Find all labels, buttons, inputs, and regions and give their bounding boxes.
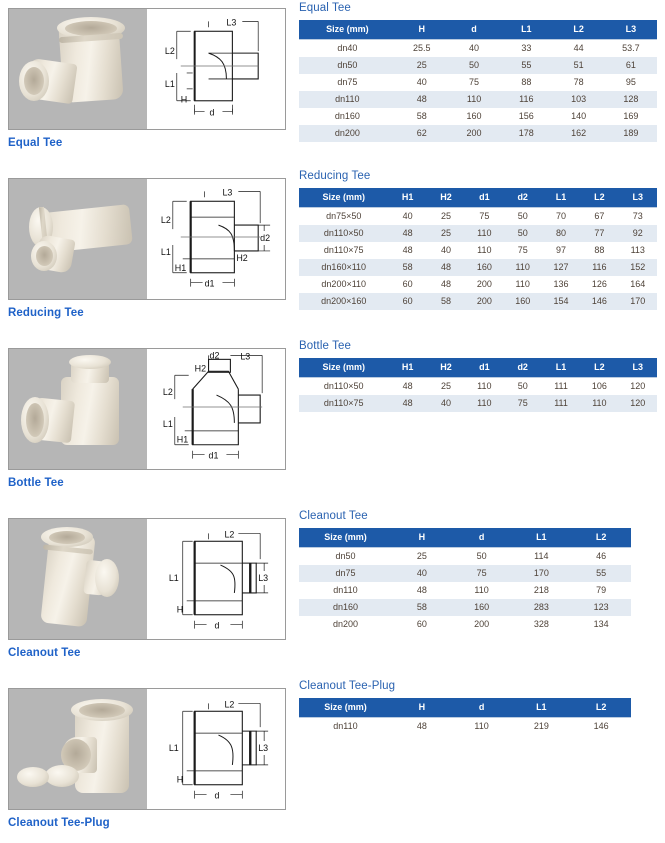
svg-text:L2: L2 xyxy=(224,699,235,710)
table-cell: dn110×50 xyxy=(299,225,389,242)
table-cell: 25 xyxy=(427,378,465,396)
table-row xyxy=(299,108,657,125)
product-panel-reducing-tee xyxy=(8,178,286,319)
table-cell: 48 xyxy=(389,242,427,259)
column-header: L2 xyxy=(580,188,618,208)
table-header-row xyxy=(299,698,631,718)
column-header: Size (mm) xyxy=(299,20,396,40)
table-cell: 70 xyxy=(542,208,580,226)
section-title: Equal Tee xyxy=(299,2,351,14)
table-cell: 80 xyxy=(542,225,580,242)
equal-tee-photo xyxy=(9,9,147,129)
table-cell: dn110 xyxy=(299,91,396,108)
svg-text:H1: H1 xyxy=(174,262,187,273)
table-cell: 140 xyxy=(552,108,604,125)
table-cell: 113 xyxy=(619,242,657,259)
table-cell: 200 xyxy=(448,125,500,143)
table-cell: 92 xyxy=(619,225,657,242)
column-header: L1 xyxy=(542,358,580,378)
svg-text:L1: L1 xyxy=(168,572,179,583)
table-head xyxy=(299,528,631,548)
panel-caption: Cleanout Tee xyxy=(8,647,81,659)
table-cell: dn75×50 xyxy=(299,208,389,226)
table-cell: dn110×50 xyxy=(299,378,389,396)
table-cell: 146 xyxy=(580,293,618,311)
column-header: L1 xyxy=(542,188,580,208)
table-cell: dn160 xyxy=(299,108,396,125)
table-cell: 110 xyxy=(448,91,500,108)
svg-text:L1: L1 xyxy=(160,246,171,257)
table-cell: 169 xyxy=(605,108,657,125)
column-header: d xyxy=(448,20,500,40)
column-header: H1 xyxy=(389,358,427,378)
panel-image-box xyxy=(8,348,286,470)
table-cell: 200 xyxy=(465,276,503,293)
table-head xyxy=(299,358,657,378)
equal-tee-svg xyxy=(147,9,285,129)
table-cell: 116 xyxy=(580,259,618,276)
table-cell: 78 xyxy=(552,74,604,91)
spec-table-cleanout-tee-plug xyxy=(299,698,631,736)
column-header: Size (mm) xyxy=(299,528,392,548)
table-header-row xyxy=(299,528,631,548)
table-cell: 75 xyxy=(465,208,503,226)
cleanout-tee-plug-photo xyxy=(9,689,147,809)
table-cell: 106 xyxy=(580,378,618,396)
table-cell: 110 xyxy=(452,718,512,736)
cleanout-tee-svg xyxy=(147,519,285,639)
column-header: d2 xyxy=(504,188,542,208)
table-cell: 25 xyxy=(396,57,448,74)
table-head xyxy=(299,698,631,718)
table-cell: 25.5 xyxy=(396,40,448,58)
table-cell: 25 xyxy=(427,208,465,226)
column-header: L2 xyxy=(571,698,631,718)
table-section-equal-tee xyxy=(299,2,657,143)
column-header: L3 xyxy=(619,188,657,208)
table-cell: 50 xyxy=(448,57,500,74)
table-cell: dn200×110 xyxy=(299,276,389,293)
table-cell: 110 xyxy=(504,276,542,293)
table-row xyxy=(299,259,657,276)
panel-image-box xyxy=(8,518,286,640)
section-title: Cleanout Tee-Plug xyxy=(299,680,396,692)
reducing-tee-photo xyxy=(9,179,147,299)
svg-text:L3: L3 xyxy=(258,572,269,583)
table-cell: 50 xyxy=(452,548,512,566)
table-row xyxy=(299,208,657,226)
table-cell: 164 xyxy=(619,276,657,293)
table-cell: 111 xyxy=(542,395,580,413)
table-cell: 160 xyxy=(465,259,503,276)
column-header: H2 xyxy=(427,358,465,378)
spec-table-cleanout-tee xyxy=(299,528,631,634)
table-cell: 110 xyxy=(465,395,503,413)
table-cell: 110 xyxy=(465,242,503,259)
table-head xyxy=(299,20,657,40)
table-cell: 61 xyxy=(605,57,657,74)
table-cell: 88 xyxy=(580,242,618,259)
table-cell: 40 xyxy=(427,395,465,413)
table-cell: 58 xyxy=(389,259,427,276)
table-body xyxy=(299,548,631,634)
table-cell: 48 xyxy=(427,276,465,293)
table-row xyxy=(299,91,657,108)
product-panel-bottle-tee xyxy=(8,348,286,489)
table-cell: 111 xyxy=(542,378,580,396)
table-cell: 44 xyxy=(552,40,604,58)
table-row xyxy=(299,276,657,293)
column-header: L1 xyxy=(511,528,571,548)
bottle-tee-drawing xyxy=(147,349,285,469)
table-row xyxy=(299,293,657,311)
svg-text:L3: L3 xyxy=(222,187,233,198)
table-section-cleanout-tee-plug xyxy=(299,680,657,736)
table-cell: 48 xyxy=(427,259,465,276)
table-cell: dn110×75 xyxy=(299,242,389,259)
table-cell: dn75 xyxy=(299,565,392,582)
table-cell: 110 xyxy=(465,378,503,396)
table-cell: 97 xyxy=(542,242,580,259)
table-cell: 60 xyxy=(389,293,427,311)
table-cell: 110 xyxy=(465,225,503,242)
spec-table-reducing-tee xyxy=(299,188,657,311)
table-cell: 62 xyxy=(396,125,448,143)
svg-text:L3: L3 xyxy=(240,351,251,362)
table-header-row xyxy=(299,188,657,208)
table-row xyxy=(299,40,657,58)
table-cell: 75 xyxy=(448,74,500,91)
table-cell: 152 xyxy=(619,259,657,276)
spec-table-bottle-tee xyxy=(299,358,657,413)
svg-text:d: d xyxy=(214,620,220,631)
column-header: L2 xyxy=(571,528,631,548)
table-cell: 95 xyxy=(605,74,657,91)
svg-text:L3: L3 xyxy=(226,17,237,28)
svg-text:L3: L3 xyxy=(258,742,269,753)
table-cell: 146 xyxy=(571,718,631,736)
table-cell: 48 xyxy=(392,718,452,736)
column-header: H xyxy=(396,20,448,40)
table-cell: 110 xyxy=(504,259,542,276)
table-cell: dn110 xyxy=(299,718,392,736)
panel-image-box xyxy=(8,8,286,130)
table-cell: 40 xyxy=(392,565,452,582)
table-cell: 160 xyxy=(452,599,512,616)
panel-caption: Bottle Tee xyxy=(8,477,64,489)
cleanout-tee-photo xyxy=(9,519,147,639)
table-cell: 48 xyxy=(392,582,452,599)
table-cell: 120 xyxy=(619,395,657,413)
table-cell: 154 xyxy=(542,293,580,311)
table-row xyxy=(299,548,631,566)
column-header: L1 xyxy=(511,698,571,718)
bottle-tee-svg xyxy=(147,349,285,469)
table-cell: 50 xyxy=(504,225,542,242)
table-cell: 136 xyxy=(542,276,580,293)
table-row xyxy=(299,582,631,599)
table-section-reducing-tee xyxy=(299,170,657,311)
svg-text:H: H xyxy=(176,604,184,615)
table-cell: 160 xyxy=(448,108,500,125)
cleanout-tee-plug-svg xyxy=(147,689,285,809)
table-cell: 48 xyxy=(389,395,427,413)
cleanout-tee-plug-drawing xyxy=(147,689,285,809)
table-cell: 48 xyxy=(389,378,427,396)
table-row xyxy=(299,395,657,413)
table-cell: dn160 xyxy=(299,599,392,616)
column-header: d xyxy=(452,528,512,548)
table-body xyxy=(299,378,657,413)
table-row xyxy=(299,125,657,143)
table-row xyxy=(299,57,657,74)
svg-text:L2: L2 xyxy=(162,387,173,398)
section-title: Bottle Tee xyxy=(299,340,351,352)
table-cell: 123 xyxy=(571,599,631,616)
table-cell: 170 xyxy=(511,565,571,582)
table-cell: 128 xyxy=(605,91,657,108)
svg-text:L1: L1 xyxy=(162,418,173,429)
table-cell: 40 xyxy=(427,242,465,259)
table-cell: 50 xyxy=(504,378,542,396)
svg-text:H1: H1 xyxy=(176,434,189,445)
column-header: L2 xyxy=(580,358,618,378)
equal-tee-drawing xyxy=(147,9,285,129)
table-row xyxy=(299,225,657,242)
panel-image-box xyxy=(8,178,286,300)
table-cell: 328 xyxy=(511,616,571,634)
table-cell: dn110×75 xyxy=(299,395,389,413)
table-cell: dn160×110 xyxy=(299,259,389,276)
table-cell: 55 xyxy=(500,57,552,74)
table-cell: 116 xyxy=(500,91,552,108)
table-row xyxy=(299,599,631,616)
table-cell: 40 xyxy=(389,208,427,226)
section-title: Reducing Tee xyxy=(299,170,371,182)
table-cell: dn40 xyxy=(299,40,396,58)
table-cell: 51 xyxy=(552,57,604,74)
table-cell: 156 xyxy=(500,108,552,125)
table-row xyxy=(299,616,631,634)
table-cell: 50 xyxy=(504,208,542,226)
table-cell: 200 xyxy=(452,616,512,634)
table-cell: 79 xyxy=(571,582,631,599)
spec-table-equal-tee xyxy=(299,20,657,143)
column-header: d2 xyxy=(504,358,542,378)
table-cell: 110 xyxy=(452,582,512,599)
column-header: Size (mm) xyxy=(299,358,389,378)
reducing-tee-svg xyxy=(147,179,285,299)
table-header-row xyxy=(299,20,657,40)
table-cell: 60 xyxy=(389,276,427,293)
table-cell: 58 xyxy=(427,293,465,311)
reducing-tee-drawing xyxy=(147,179,285,299)
table-cell: 134 xyxy=(571,616,631,634)
table-cell: 33 xyxy=(500,40,552,58)
table-cell: 40 xyxy=(396,74,448,91)
panel-caption: Equal Tee xyxy=(8,137,63,149)
table-cell: 77 xyxy=(580,225,618,242)
table-row xyxy=(299,565,631,582)
table-cell: 127 xyxy=(542,259,580,276)
product-panel-equal-tee xyxy=(8,8,286,149)
svg-text:d2: d2 xyxy=(209,350,220,361)
table-cell: dn50 xyxy=(299,57,396,74)
svg-text:H: H xyxy=(180,94,188,105)
table-cell: 73 xyxy=(619,208,657,226)
table-cell: 25 xyxy=(427,225,465,242)
table-cell: 283 xyxy=(511,599,571,616)
svg-text:H: H xyxy=(176,774,184,785)
column-header: H xyxy=(392,698,452,718)
svg-text:H2: H2 xyxy=(194,363,207,374)
section-title: Cleanout Tee xyxy=(299,510,368,522)
table-cell: dn200×160 xyxy=(299,293,389,311)
table-row xyxy=(299,718,631,736)
table-cell: 160 xyxy=(504,293,542,311)
svg-text:L2: L2 xyxy=(224,529,235,540)
svg-text:H2: H2 xyxy=(236,252,248,263)
table-body xyxy=(299,40,657,143)
panel-caption: Cleanout Tee-Plug xyxy=(8,817,110,829)
table-row xyxy=(299,242,657,259)
product-panel-cleanout-tee xyxy=(8,518,286,659)
table-cell: 48 xyxy=(389,225,427,242)
table-cell: 219 xyxy=(511,718,571,736)
table-cell: 103 xyxy=(552,91,604,108)
table-cell: dn200 xyxy=(299,125,396,143)
table-cell: 120 xyxy=(619,378,657,396)
table-row xyxy=(299,74,657,91)
table-cell: 126 xyxy=(580,276,618,293)
svg-text:L2: L2 xyxy=(164,46,175,57)
column-header: L3 xyxy=(619,358,657,378)
product-panel-cleanout-tee-plug xyxy=(8,688,286,829)
table-cell: 88 xyxy=(500,74,552,91)
column-header: H2 xyxy=(427,188,465,208)
column-header: L1 xyxy=(500,20,552,40)
table-cell: 58 xyxy=(392,599,452,616)
table-cell: 110 xyxy=(580,395,618,413)
table-header-row xyxy=(299,358,657,378)
table-cell: 170 xyxy=(619,293,657,311)
svg-text:d2: d2 xyxy=(260,232,271,243)
column-header: H xyxy=(392,528,452,548)
svg-text:L2: L2 xyxy=(160,215,171,226)
table-head xyxy=(299,188,657,208)
svg-text:d: d xyxy=(209,107,215,118)
column-header: L2 xyxy=(552,20,604,40)
table-cell: 60 xyxy=(392,616,452,634)
table-cell: dn200 xyxy=(299,616,392,634)
table-cell: 162 xyxy=(552,125,604,143)
table-cell: 189 xyxy=(605,125,657,143)
column-header: Size (mm) xyxy=(299,188,389,208)
bottle-tee-photo xyxy=(9,349,147,469)
table-cell: 25 xyxy=(392,548,452,566)
svg-text:d1: d1 xyxy=(204,278,215,289)
svg-text:d1: d1 xyxy=(208,450,219,461)
table-cell: 75 xyxy=(452,565,512,582)
table-cell: 75 xyxy=(504,395,542,413)
table-cell: 58 xyxy=(396,108,448,125)
table-section-cleanout-tee xyxy=(299,510,657,634)
svg-text:L1: L1 xyxy=(168,742,179,753)
column-header: d xyxy=(452,698,512,718)
table-body xyxy=(299,718,631,736)
table-cell: 67 xyxy=(580,208,618,226)
table-cell: dn50 xyxy=(299,548,392,566)
table-cell: 200 xyxy=(465,293,503,311)
panel-caption: Reducing Tee xyxy=(8,307,84,319)
table-cell: 114 xyxy=(511,548,571,566)
table-cell: 46 xyxy=(571,548,631,566)
column-header: d1 xyxy=(465,358,503,378)
table-row xyxy=(299,378,657,396)
table-cell: dn110 xyxy=(299,582,392,599)
column-header: d1 xyxy=(465,188,503,208)
panel-image-box xyxy=(8,688,286,810)
table-cell: 48 xyxy=(396,91,448,108)
table-cell: 218 xyxy=(511,582,571,599)
table-body xyxy=(299,208,657,311)
table-cell: 178 xyxy=(500,125,552,143)
table-cell: 75 xyxy=(504,242,542,259)
table-cell: dn75 xyxy=(299,74,396,91)
column-header: Size (mm) xyxy=(299,698,392,718)
column-header: L3 xyxy=(605,20,657,40)
table-cell: 55 xyxy=(571,565,631,582)
column-header: H1 xyxy=(389,188,427,208)
table-cell: 53.7 xyxy=(605,40,657,58)
svg-text:d: d xyxy=(214,790,220,801)
table-section-bottle-tee xyxy=(299,340,657,413)
cleanout-tee-drawing xyxy=(147,519,285,639)
svg-text:L1: L1 xyxy=(164,78,175,89)
table-cell: 40 xyxy=(448,40,500,58)
